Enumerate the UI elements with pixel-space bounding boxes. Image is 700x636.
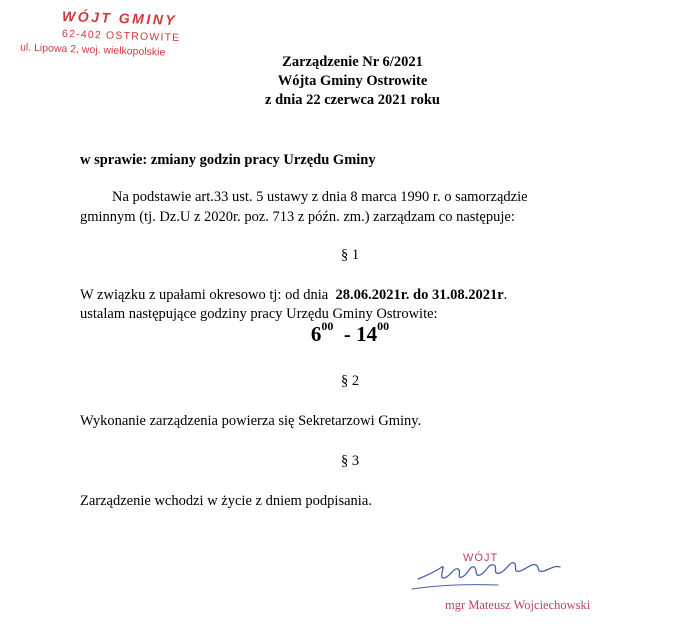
hours-start: 6 (310, 322, 322, 346)
document-subject: w sprawie: zmiany godzin pracy Urzędu Gminy (80, 152, 376, 168)
section-2-symbol: § 2 (340, 373, 360, 389)
signature-stamp-title: WÓJT (463, 552, 499, 564)
hours-separator: - (343, 322, 357, 346)
section-3-symbol: § 3 (340, 453, 360, 469)
legal-basis-line1: Na podstawie art.33 ust. 5 ustawy z dnia 8 marca 1990 r. o samorządzie (112, 189, 528, 205)
stamp-address: ul. Lipowa 2, woj. wielkopolskie (19, 41, 166, 59)
section-1-text-prefix: W związku z upałami okresowo tj: od dnia (80, 287, 329, 303)
section-1-text (80, 287, 507, 304)
signatory-name: mgr Mateusz Wojciechowski (445, 598, 591, 612)
section-3-text: Zarządzenie wchodzi w życie z dniem podpisania. (80, 493, 372, 509)
section-2-text: Wykonanie zarządzenia powierza się Sekretarzowi Gminy. (80, 413, 422, 429)
hours-start-minutes: 00 (321, 319, 334, 333)
handwritten-signature (408, 545, 568, 595)
hours-end: 14 (356, 322, 378, 346)
document-issuer: Wójta Gminy Ostrowite (277, 73, 428, 89)
working-hours (200, 319, 500, 347)
section-1-text-line2: ustalam następujące godziny pracy Urzędu Gminy Ostrowite: (80, 306, 438, 322)
hours-end-minutes: 00 (377, 319, 390, 333)
section-1-symbol: § 1 (340, 247, 360, 263)
stamp-title: WÓJT GMINY (61, 7, 178, 29)
legal-basis-line2: gminnym (tj. Dz.U z 2020r. poz. 713 z późn. zm.) zarządzam co następuje: (80, 209, 515, 225)
section-1-period: . (503, 287, 508, 303)
document-date: z dnia 22 czerwca 2021 roku (265, 92, 440, 108)
stamp-postal: 62-402 OSTROWITE (61, 27, 181, 45)
section-1-date-range: 28.06.2021r. do 31.08.2021r (335, 287, 504, 303)
document-number: Zarządzenie Nr 6/2021 (282, 54, 423, 70)
